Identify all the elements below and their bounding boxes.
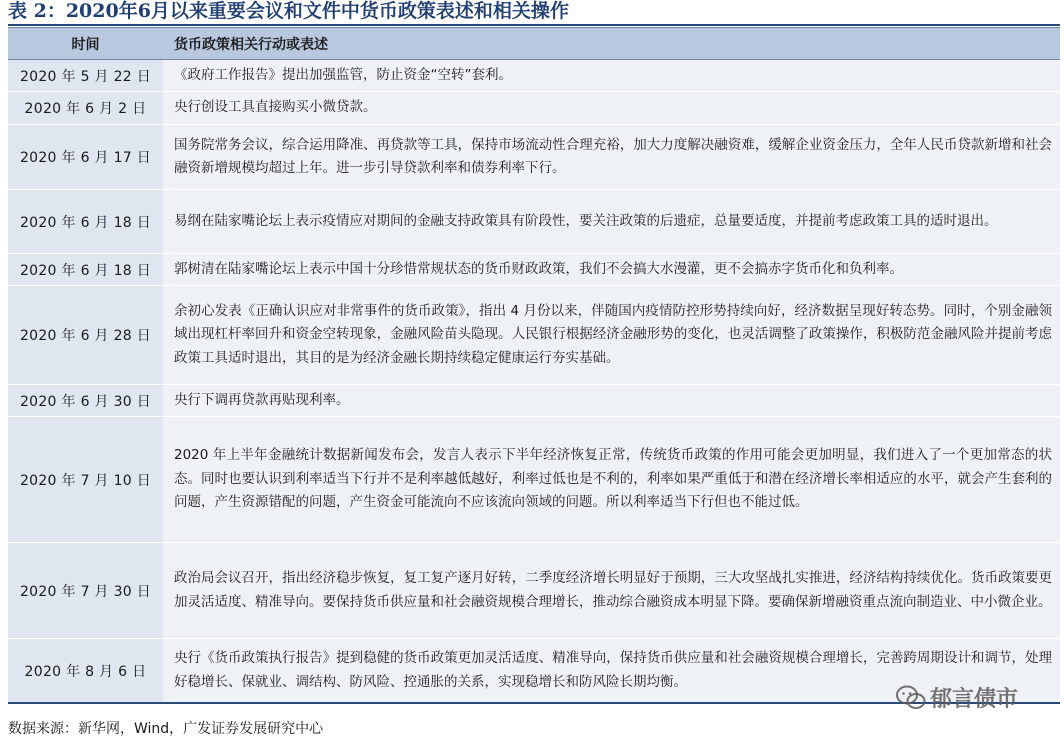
row-time: 2020 年 8 月 6 日 [8,639,163,702]
table-row [8,60,1060,92]
row-time: 2020 年 6 月 30 日 [8,385,163,416]
table-row [8,125,1060,190]
row-desc: 政治局会议召开，指出经济稳步恢复，复工复产逐月好转，二季度经济增长明显好于预期，三大攻坚战扎实推进，经济结构持续优化。货币政策要更加灵活适度、精准导向。要保持货币供应量和社会融资规模合理增长，推动综合融资成本明显下降。要确保新增融资重点流向制造业、中小微企业。 [163,543,1060,638]
table-row [8,417,1060,543]
header-time: 时间 [71,36,100,53]
row-time: 2020 年 7 月 30 日 [8,543,163,638]
wechat-icon [896,685,926,711]
table-row [8,254,1060,286]
row-time: 2020 年 6 月 17 日 [8,125,163,189]
row-desc: 2020 年上半年金融统计数据新闻发布会，发言人表示下半年经济恢复正常，传统货币政策的作用可能会更加明显，我们进入了一个更加常态的状态。同时也要认识到利率适当下行并不是利率越低越好，利率过低也是不利的，利率如果严重低于和潜在经济增长率相适应的水平，就会产生套利的问题，产生资源错配的问题，产生资金可能流向不应该流向领域的问题。所以利率适当下行但也不能过低。 [163,417,1060,542]
table-title: 表 2：2020年6月以来重要会议和文件中货币政策表述和相关操作 [8,0,1060,26]
row-desc: 国务院常务会议，综合运用降准、再贷款等工具，保持市场流动性合理充裕，加大力度解决融资难，缓解企业资金压力，全年人民币贷款新增和社会融资新增规模均超过上年。进一步引导贷款利率和债券利率下行。 [163,125,1060,189]
row-desc: 郭树清在陆家嘴论坛上表示中国十分珍惜常规状态的货币财政政策，我们不会搞大水漫灌，更不会搞赤字货币化和负利率。 [163,254,1060,285]
row-time: 2020 年 6 月 18 日 [8,190,163,253]
header-desc: 货币政策相关行动或表述 [174,36,328,53]
policy-table [8,27,1060,704]
row-desc: 《政府工作报告》提出加强监管，防止资金“空转”套利。 [163,60,1060,91]
watermark-text: 郁言债市 [930,687,1019,712]
row-time: 2020 年 5 月 22 日 [8,60,163,91]
table-row [8,543,1060,639]
table-header [8,27,1060,60]
table-row [8,385,1060,417]
watermark [896,682,1018,713]
row-desc: 易纲在陆家嘴论坛上表示疫情应对期间的金融支持政策具有阶段性，要关注政策的后遗症，总量要适度，并提前考虑政策工具的适时退出。 [163,190,1060,253]
row-time: 2020 年 7 月 10 日 [8,417,163,542]
row-desc: 央行下调再贷款再贴现利率。 [163,385,1060,416]
row-time: 2020 年 6 月 2 日 [8,92,163,124]
row-desc: 央行《货币政策执行报告》提到稳健的货币政策更加灵活适度、精准导向，保持货币供应量和社会融资规模合理增长，完善跨周期设计和调节，处理好稳增长、保就业、调结构、防风险、控通胀的关系，实现稳增长和防风险长期均衡。 [163,639,1060,702]
row-time: 2020 年 6 月 28 日 [8,286,163,384]
table-row [8,92,1060,125]
table-row [8,286,1060,385]
table-row [8,190,1060,254]
row-desc: 央行创设工具直接购买小微贷款。 [163,92,1060,124]
source-note: 数据来源：新华网，Wind，广发证券发展研究中心 [8,721,324,737]
row-time: 2020 年 6 月 18 日 [8,254,163,285]
row-desc: 余初心发表《正确认识应对非常事件的货币政策》，指出 4 月份以来，伴随国内疫情防控形势持续向好，经济数据呈现好转态势。同时，个别金融领域出现杠杆率回升和资金空转现象，金融风险苗头隐现。人民银行根据经济金融形势的变化，也灵活调整了政策操作，积极防范金融风险并提前考虑政策工具适时退出，其目的是为经济金融长期持续稳定健康运行夯实基础。 [163,286,1060,384]
